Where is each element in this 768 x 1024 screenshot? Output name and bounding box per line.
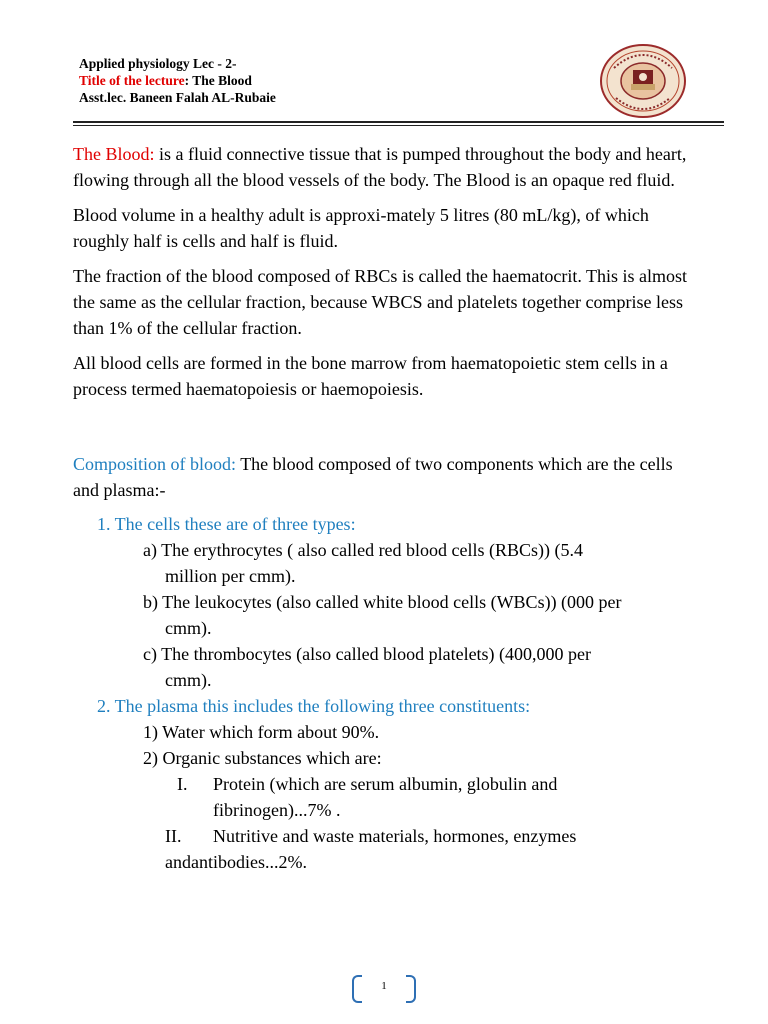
- header-rule-thin: [73, 125, 724, 126]
- university-seal-icon: [600, 44, 686, 118]
- title-label: Title of the lecture: [79, 73, 185, 88]
- list-item: 1) Water which form about 90%.: [143, 722, 380, 742]
- list-item: a) The erythrocytes ( also called red blood cells (RBCs)) (5.4 million per cmm).: [143, 540, 584, 586]
- author-line: Asst.lec. Baneen Falah AL-Rubaie: [79, 90, 276, 105]
- list-item: b) The leukocytes (also called white blood cells (WBCs)) (000 per cmm).: [143, 592, 622, 638]
- title-value: : The Blood: [184, 73, 252, 88]
- page-number-footer: [352, 975, 416, 1003]
- composition-term: Composition of blood:: [73, 454, 237, 474]
- lecture-body: [73, 141, 703, 875]
- blood-term: The Blood:: [73, 144, 155, 164]
- cells-heading: 1. The cells these are of three types:: [97, 514, 356, 534]
- composition-paragraph: Composition of blood: The blood composed of two components which are the cells and plasma:-: [73, 454, 673, 500]
- header-rule: [73, 121, 724, 123]
- formation-paragraph: All blood cells are formed in the bone marrow from haematopoietic stem cells in a process termed haematopoiesis or haemopoiesis.: [73, 353, 668, 399]
- haematocrit-paragraph: The fraction of the blood composed of RBCs is called the haematocrit. This is almost the same as the cellular fraction, because WBCS and platelets together comprise less than 1% of the cellular fraction.: [73, 266, 688, 338]
- page-number: 1: [381, 980, 387, 992]
- blood-definition: The Blood: is a fluid connective tissue that is pumped throughout the body and heart, flowing through all the blood vessels of the body. The Blood is an opaque red fluid.: [73, 144, 687, 190]
- list-item: I. Protein (which are serum albumin, globulin and fibrinogen)...7% .: [177, 774, 558, 820]
- list-item: II. Nutritive and waste materials, hormones, enzymes andantibodies...2%.: [165, 826, 577, 872]
- lecture-title-line: [79, 72, 276, 89]
- list-item: 2) Organic substances which are:: [143, 748, 382, 768]
- blood-volume-paragraph: Blood volume in a healthy adult is approxi-mately 5 litres (80 mL/kg), of which roughly half is cells and half is fluid.: [73, 205, 649, 251]
- plasma-heading: 2. The plasma this includes the following three constituents:: [97, 696, 531, 716]
- course-line: Applied physiology Lec - 2-: [79, 56, 237, 71]
- list-item: c) The thrombocytes (also called blood platelets) (400,000 per cmm).: [143, 644, 592, 690]
- document-header: [79, 55, 276, 106]
